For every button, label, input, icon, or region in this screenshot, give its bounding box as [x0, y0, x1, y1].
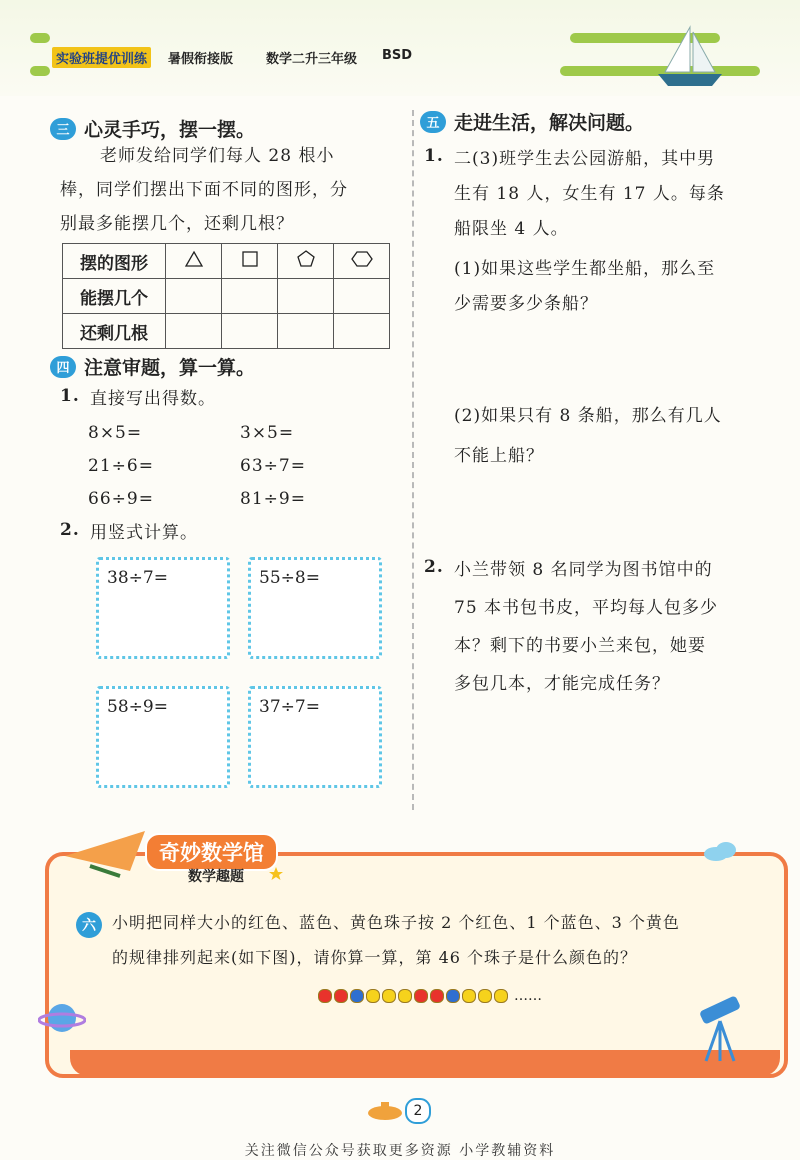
- calc-expression: 37÷7=: [259, 697, 320, 717]
- question-text: 用竖式计算。: [90, 523, 198, 543]
- question-text: 少需要多少条船？: [454, 294, 598, 314]
- shape-cell: [166, 244, 222, 279]
- fun-panel-scroll: [70, 1050, 780, 1076]
- section-6-icon: 六: [76, 912, 102, 938]
- calc-item: 66÷9=: [88, 489, 154, 509]
- calc-expression: 58÷9=: [107, 697, 168, 717]
- planet-icon: [38, 998, 86, 1038]
- section-3-heading: [50, 115, 255, 142]
- section-4-icon: 四: [50, 356, 76, 378]
- bead: [334, 989, 348, 1003]
- section-4-heading: [50, 353, 255, 380]
- question-number: 1.: [424, 146, 444, 166]
- question-text: 不能上船？: [454, 446, 544, 466]
- answer-cell[interactable]: [278, 279, 334, 314]
- bead-ellipsis: ……: [514, 988, 542, 1004]
- submarine-icon: [365, 1100, 405, 1122]
- kite-icon: [60, 826, 150, 886]
- calc-expression: 38÷7=: [107, 568, 168, 588]
- table-row: [63, 314, 390, 349]
- bead: [318, 989, 332, 1003]
- answer-cell[interactable]: [222, 279, 278, 314]
- bead: [430, 989, 444, 1003]
- row-label: 还剩几根: [63, 314, 166, 349]
- page-header: [0, 0, 800, 96]
- bead: [398, 989, 412, 1003]
- sec3-text-line: 棒，同学们摆出下面不同的图形，分: [60, 180, 348, 200]
- fun-question-text: 的规律排列起来(如下图)，请你算一算，第 46 个珠子是什么颜色的？: [112, 948, 638, 967]
- bead: [446, 989, 460, 1003]
- calc-item: 8×5=: [88, 423, 143, 443]
- question-text: 直接写出得数。: [90, 389, 216, 409]
- square-icon: [241, 250, 259, 268]
- answer-cell[interactable]: [166, 279, 222, 314]
- section-3-title: 心灵手巧，摆一摆。: [84, 119, 256, 141]
- calc-item: 3×5=: [240, 423, 295, 443]
- calc-expression: 55÷8=: [259, 568, 320, 588]
- question-text: 小兰带领 8 名同学为图书馆中的: [454, 560, 713, 580]
- question-text: 二(3)班学生去公园游船，其中男: [454, 149, 716, 169]
- fun-math-subtitle: 数学趣题: [188, 869, 244, 885]
- question-text: (2)如果只有 8 条船，那么有几人: [454, 406, 722, 426]
- answer-cell[interactable]: [334, 279, 390, 314]
- page-number: 2: [405, 1098, 431, 1124]
- question-text: 多包几本，才能完成任务？: [454, 674, 670, 694]
- section-5-icon: 五: [420, 111, 446, 133]
- shape-cell: [334, 244, 390, 279]
- question-number: 2.: [60, 520, 80, 540]
- section-4-title: 注意审题，算一算。: [84, 357, 256, 379]
- shape-cell: [278, 244, 334, 279]
- sailboat-icon: [650, 22, 730, 92]
- bead-sequence: [318, 988, 542, 1004]
- answer-cell[interactable]: [334, 314, 390, 349]
- footer-text: 关注微信公众号获取更多资源 小学教辅资料: [244, 1143, 556, 1159]
- section-5-heading: [420, 108, 644, 135]
- bead: [494, 989, 508, 1003]
- shape-cell: [222, 244, 278, 279]
- pentagon-icon: [296, 249, 316, 268]
- section-3-icon: 三: [50, 118, 76, 140]
- bead: [462, 989, 476, 1003]
- bead: [350, 989, 364, 1003]
- table-row: [63, 244, 390, 279]
- question-text: (1)如果这些学生都坐船，那么至: [454, 259, 716, 279]
- series-badge: 实验班提优训练: [52, 47, 151, 68]
- bead: [382, 989, 396, 1003]
- table-row: [63, 279, 390, 314]
- calc-item: 81÷9=: [240, 489, 306, 509]
- question-number: 2.: [424, 557, 444, 577]
- fun-question-text: 小明把同样大小的红色、蓝色、黄色珠子按 2 个红色、1 个蓝色、3 个黄色: [112, 913, 680, 932]
- subject-label: 数学二升三年级: [266, 52, 358, 67]
- column-divider: [412, 110, 414, 810]
- question-number: 1.: [60, 386, 80, 406]
- shape-table: [62, 243, 390, 349]
- sec3-text-line: 老师发给同学们每人 28 根小: [100, 146, 335, 166]
- cloud-icon: [702, 840, 742, 862]
- question-text: 75 本书包书皮，平均每人包多少: [454, 598, 719, 618]
- answer-cell[interactable]: [166, 314, 222, 349]
- star-icon: [268, 866, 284, 882]
- section-5-title: 走进生活，解决问题。: [454, 112, 645, 134]
- edition-label: 暑假衔接版: [168, 52, 234, 67]
- vertical-calc-box[interactable]: [96, 557, 230, 659]
- answer-cell[interactable]: [278, 314, 334, 349]
- header-stripe: [30, 66, 50, 76]
- publisher-label: BSD: [382, 48, 413, 63]
- calc-item: 63÷7=: [240, 456, 306, 476]
- vertical-calc-box[interactable]: [96, 686, 230, 788]
- vertical-calc-box[interactable]: [248, 557, 382, 659]
- calc-item: 21÷6=: [88, 456, 154, 476]
- triangle-icon: [184, 250, 204, 268]
- answer-cell[interactable]: [222, 314, 278, 349]
- row-label: 能摆几个: [63, 279, 166, 314]
- telescope-icon: [690, 995, 750, 1065]
- vertical-calc-box[interactable]: [248, 686, 382, 788]
- sec3-text-line: 别最多能摆几个，还剩几根？: [60, 214, 294, 234]
- question-text: 生有 18 人，女生有 17 人。每条: [454, 184, 725, 204]
- row-label: 摆的图形: [63, 244, 166, 279]
- bead: [478, 989, 492, 1003]
- bead: [366, 989, 380, 1003]
- fun-math-title: 奇妙数学馆: [145, 833, 278, 871]
- question-text: 船限坐 4 人。: [454, 219, 569, 239]
- header-stripe: [30, 33, 50, 43]
- hexagon-icon: [351, 250, 373, 268]
- bead: [414, 989, 428, 1003]
- question-text: 本？剩下的书要小兰来包，她要: [454, 636, 706, 656]
